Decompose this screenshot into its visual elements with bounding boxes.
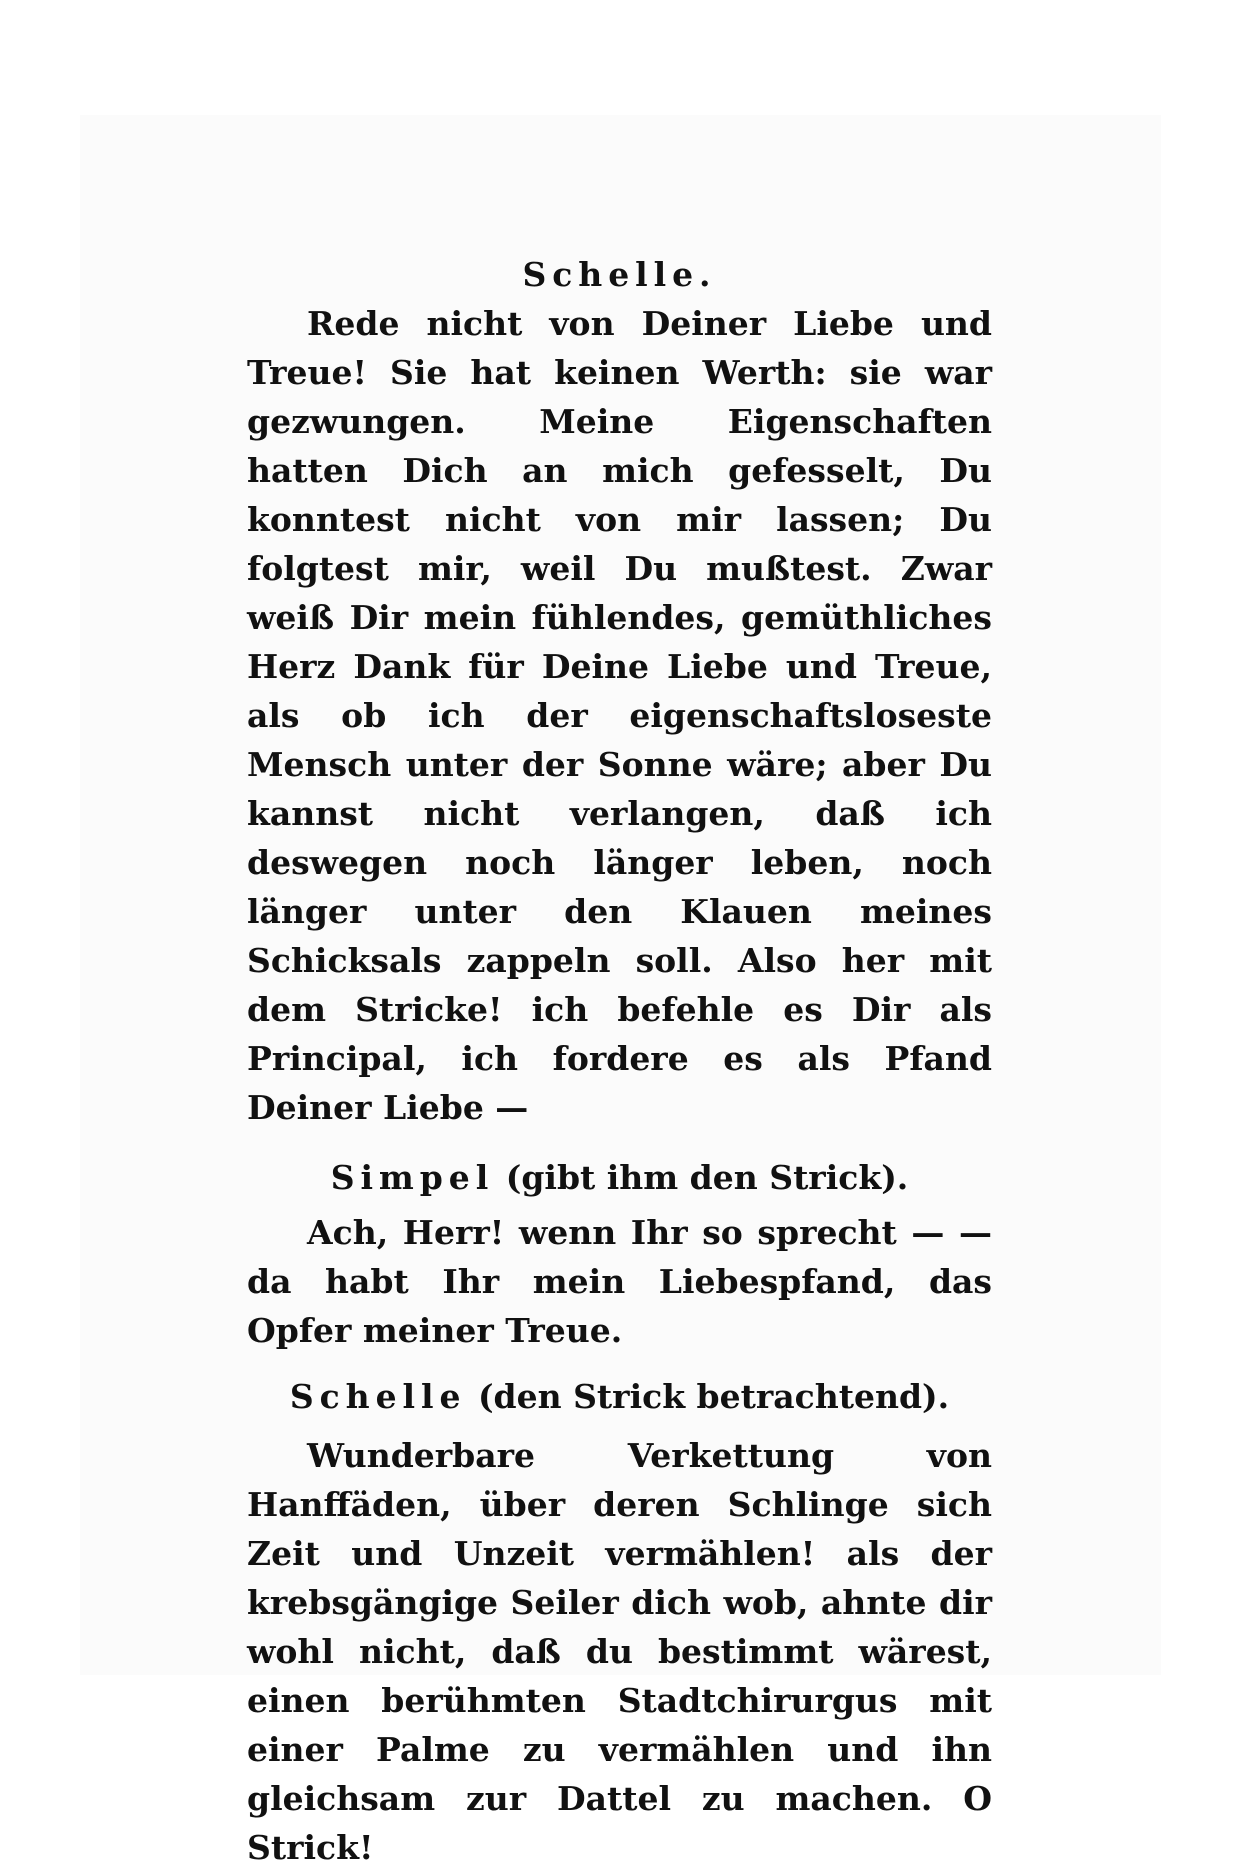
speaker-heading xyxy=(247,1156,992,1200)
stage-direction: (gibt ihm den Strick). xyxy=(505,1158,909,1197)
page-text xyxy=(247,253,992,1872)
speech-paragraph: Ach, Herr! wenn Ihr so sprecht — — da habt Ihr mein Liebespfand, das Opfer meiner Treue. xyxy=(247,1213,992,1350)
speaker-name: Simpel xyxy=(330,1158,495,1197)
speech-paragraph: Wunderbare Verkettung von Hanffäden, über deren Schlinge sich Zeit und Unzeit vermählen! als der krebsgängige Seiler dich wob, ahnte dir wohl nicht, daß du bestimmt wärest, einen berühmten Stadtchirurgus mit einer Palme zu vermählen und ihn gleichsam zur Dattel zu machen. O Strick! xyxy=(247,1436,992,1867)
speaker-heading xyxy=(247,253,992,297)
speech-paragraph: Rede nicht von Deiner Liebe und Treue! Sie hat keinen Werth: sie war gezwungen. Meine Eigenschaften hatten Dich an mich gefesselt, Du konntest nicht von mir lassen; Du folgtest mir, weil Du mußtest. Zwar weiß Dir mein fühlendes, gemüthliches Herz Dank für Deine Liebe und Treue, als ob ich der eigenschaftsloseste Mensch unter der Sonne wäre; aber Du kannst nicht verlangen, daß ich deswegen noch länger leben, noch länger unter den Klauen meines Schicksals zappeln soll. Also her mit dem Stricke! ich befehle es Dir als Principal, ich fordere es als Pfand Deiner Liebe — xyxy=(247,304,992,1127)
speaker-heading xyxy=(247,1375,992,1419)
speaker-name: Schelle. xyxy=(522,255,717,294)
stage-direction: (den Strick betrachtend). xyxy=(477,1377,950,1416)
speaker-name: Schelle xyxy=(289,1377,467,1416)
